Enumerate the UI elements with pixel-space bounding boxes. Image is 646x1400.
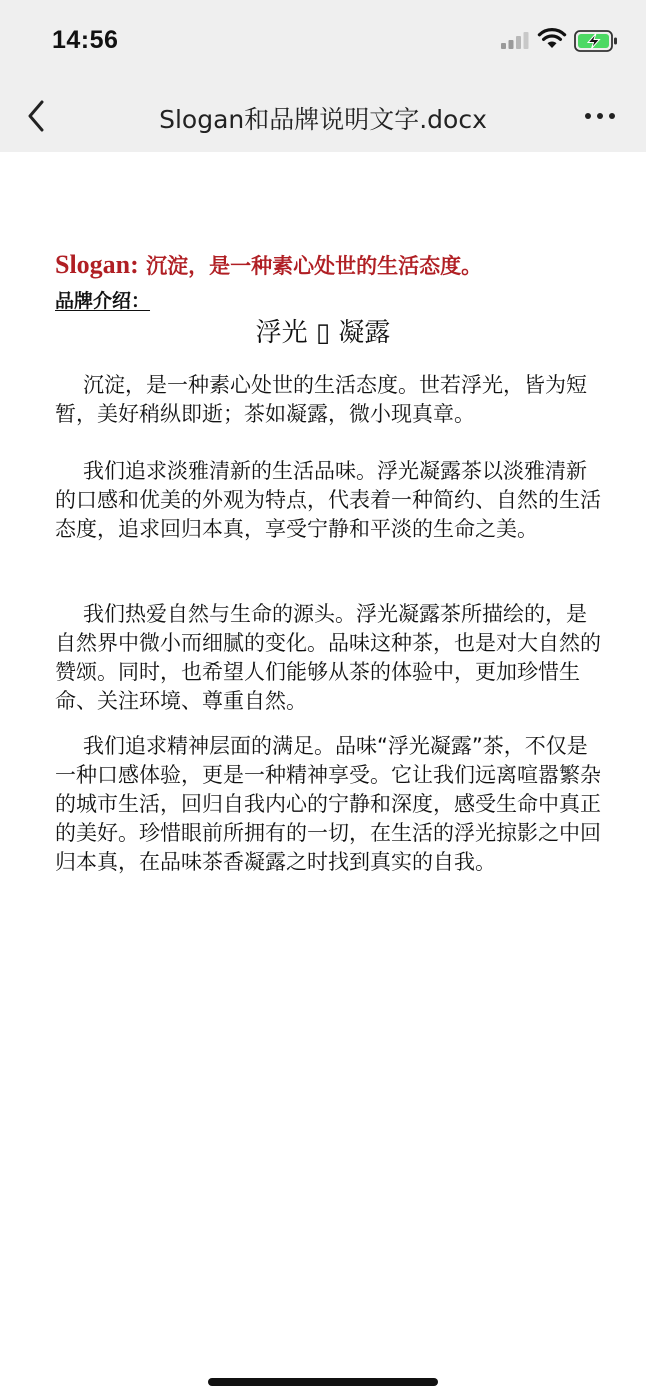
back-button[interactable] [18,94,58,138]
navigation-bar [0,80,646,152]
more-button[interactable] [578,100,622,132]
slogan-label: Slogan: [55,250,139,279]
slogan-line [55,250,482,280]
paragraph-1: 沉淀，是一种素心处世的生活态度。世若浮光，皆为短暂，美好稍纵即逝；茶如凝露，微小现真章。 [55,373,587,426]
wifi-icon [537,27,567,51]
paragraph-4: 我们追求精神层面的满足。品味“浮光凝露”茶，不仅是一种口感体验，更是一种精神享受。它让我们远离喧嚣繁杂的城市生活，回归自我内心的宁静和深度，感受生命中真正的美好。珍惜眼前所拥有的一切，在生活的浮光掠影之中回归本真，在品味茶香凝露之时找到真实的自我。 [55,734,601,874]
paragraph-2: 我们追求淡雅清新的生活品味。浮光凝露茶以淡雅清新的口感和优美的外观为特点，代表着一种简约、自然的生活态度，追求回归本真，享受宁静和平淡的生命之美。 [55,459,601,541]
status-time: 14:56 [52,26,119,54]
paragraph-3: 我们热爱自然与生命的源头。浮光凝露茶所描绘的，是自然界中微小而细腻的变化。品味这种茶，也是对大自然的赞颂。同时，也希望人们能够从茶的体验中，更加珍惜生命、关注环境、尊重自然。 [55,602,601,713]
status-bar [0,0,646,80]
slogan-text: 沉淀，是一种素心处世的生活态度。 [138,254,483,278]
document-page[interactable] [0,152,646,1400]
brand-intro-label: 品牌介绍： [55,290,151,312]
battery-charging-icon [574,29,618,53]
brand-title: 浮光 ▯ 凝露 [255,318,391,348]
document-title: Slogan和品牌说明文字.docx [159,105,487,134]
cellular-signal-icon [500,30,530,50]
more-horizontal-icon [578,100,622,132]
top-chrome [0,0,646,152]
home-indicator[interactable] [208,1378,438,1386]
chevron-left-icon [18,94,58,138]
